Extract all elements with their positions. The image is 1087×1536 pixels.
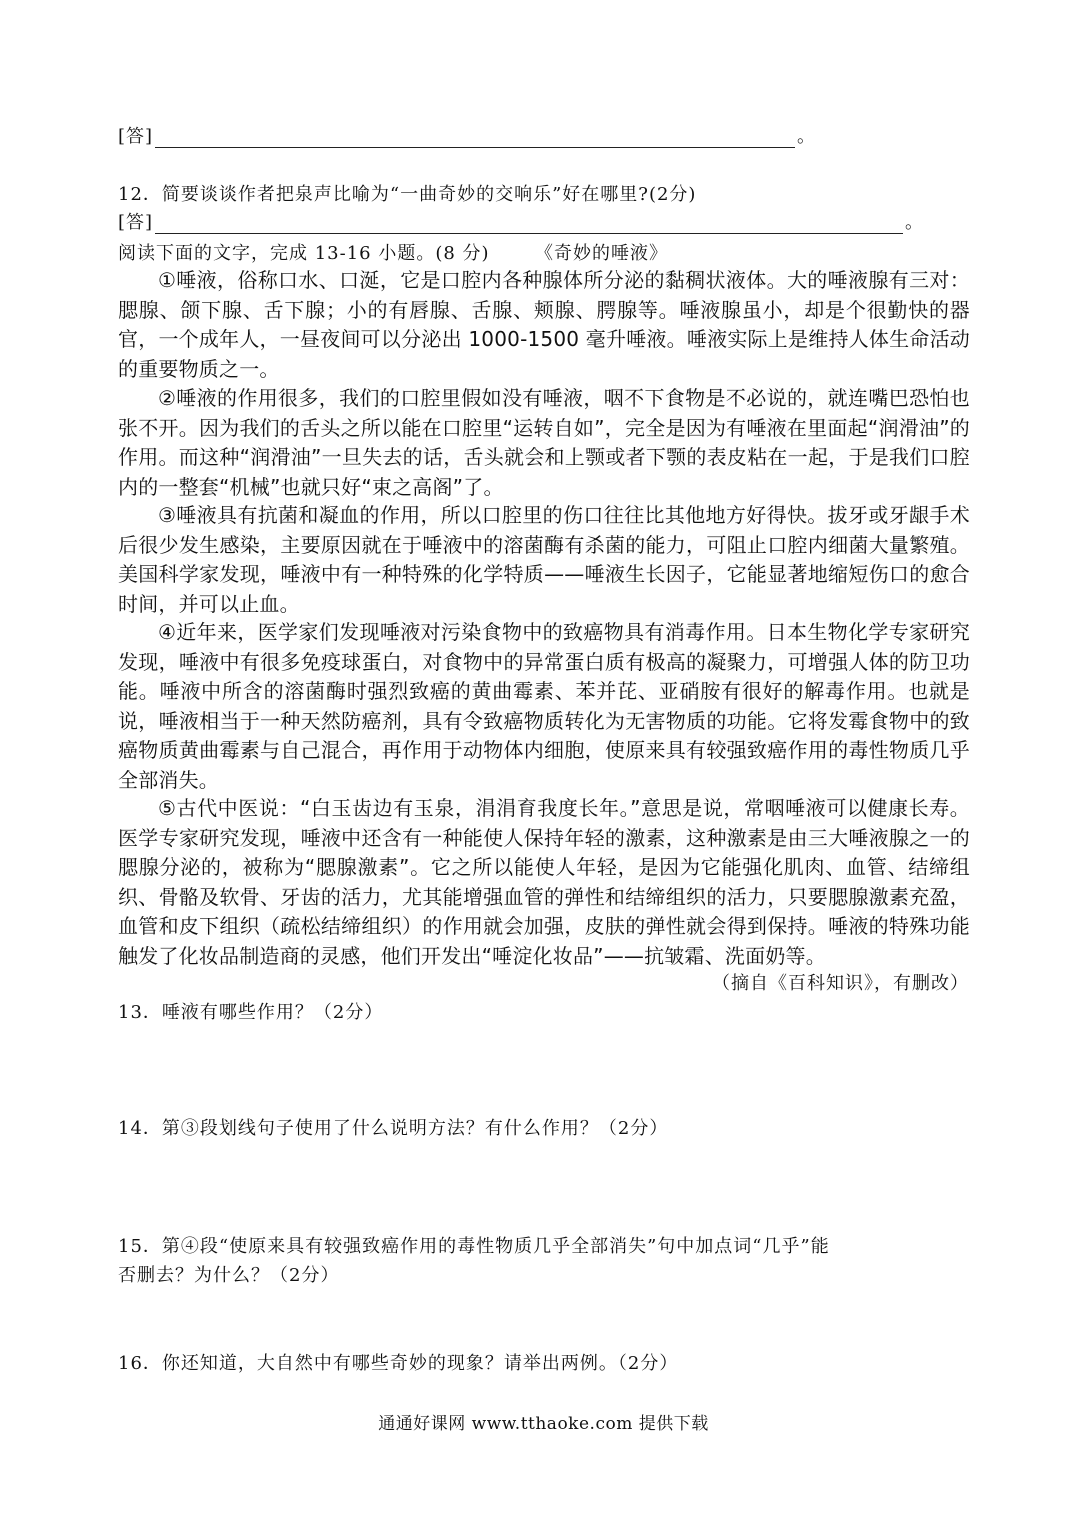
passage-paragraph-4: ④近年来，医学家们发现唾液对污染食物中的致癌物具有消毒作用。日本生物化学专家研究发现，唾液中有很多免疫球蛋白，对食物中的异常蛋白质有极高的凝聚力，可增强人体的防卫功能。唾液中所含的溶菌酶时强烈致癌的黄曲霉素、苯并芘、亚硝胺有很好的解毒作用。也就是说，唾液相当于一种天然防癌剂，具有令致癌物质转化为无害物质的功能。它将发霉食物中的致癌物质黄曲霉素与自己混合，再作用于动物体内细胞，使原来具有较强致癌作用的毒性物质几乎全部消失。 <box>118 620 970 792</box>
answer-blank <box>155 215 903 234</box>
question-15-line-1: 15．第④段“使原来具有较强致癌作用的毒性物质几乎全部消失”句中加点词“几乎”能 <box>118 1236 830 1257</box>
answer-end: 。 <box>905 212 925 233</box>
question-15-line-2: 否删去？为什么？（2分） <box>118 1265 340 1286</box>
answer-line-q11 <box>118 122 816 148</box>
passage-paragraph-3: ③唾液具有抗菌和凝血的作用，所以口腔里的伤口往往比其他地方好得快。拔牙或牙龈手术后很少发生感染，主要原因就在于唾液中的溶菌酶有杀菌的能力，可阻止口腔内细菌大量繁殖。美国科学家发现，唾液中有一种特殊的化学特质——唾液生长因子，它能显著地缩短伤口的愈合时间，并可以止血。 <box>118 503 970 616</box>
reading-title: 《奇妙的唾液》 <box>535 243 669 264</box>
answer-blank <box>155 129 795 148</box>
page-footer: 通通好课网 www.tthaoke.com 提供下载 <box>378 1414 709 1434</box>
answer-prefix: [答] <box>118 126 154 147</box>
question-13: 13．唾液有哪些作用？（2分） <box>118 1002 384 1023</box>
answer-prefix: [答] <box>118 212 154 233</box>
passage-paragraph-1: ①唾液，俗称口水、口涎，它是口腔内各种腺体所分泌的黏稠状液体。大的唾液腺有三对：腮腺、颌下腺、舌下腺；小的有唇腺、舌腺、颊腺、腭腺等。唾液腺虽小，却是个很勤快的器官，一个成年人，一昼夜间可以分泌出 1000-1500 毫升唾液。唾液实际上是维持人体生命活动的重要物质之一。 <box>118 268 970 381</box>
passage-paragraph-5: ⑤古代中医说：“白玉齿边有玉泉，涓涓育我度长年。”意思是说，常咽唾液可以健康长寿。医学专家研究发现，唾液中还含有一种能使人保持年轻的激素，这种激素是由三大唾液腺之一的腮腺分泌的，被称为“腮腺激素”。它之所以能使人年轻，是因为它能强化肌肉、血管、结缔组织、骨骼及软骨、牙齿的活力，尤其能增强血管的弹性和结缔组织的活力，只要腮腺激素充盈，血管和皮下组织（疏松结缔组织）的作用就会加强，皮肤的弹性就会得到保持。唾液的特殊功能触发了化妆品制造商的灵感，他们开发出“唾淀化妆品”——抗皱霜、洗面奶等。 <box>118 796 970 968</box>
reading-intro <box>118 239 668 265</box>
question-16: 16．你还知道，大自然中有哪些奇妙的现象？请举出两例。（2分） <box>118 1353 679 1374</box>
source-citation: （摘自《百科知识》，有删改） <box>712 973 969 994</box>
passage-paragraph-2: ②唾液的作用很多，我们的口腔里假如没有唾液，咽不下食物是不必说的，就连嘴巴恐怕也张不开。因为我们的舌头之所以能在口腔里“运转自如”，完全是因为有唾液在里面起“润滑油”的作用。而这种“润滑油”一旦失去的话，舌头就会和上颚或者下颚的表皮粘在一起，于是我们口腔内的一整套“机械”也就只好“束之高阁”了。 <box>118 386 970 499</box>
question-14: 14．第③段划线句子使用了什么说明方法？有什么作用？（2分） <box>118 1118 669 1139</box>
reading-instruction: 阅读下面的文字，完成 13-16 小题。(8 分) <box>118 243 490 264</box>
answer-line-q12 <box>118 208 924 234</box>
answer-end: 。 <box>797 126 817 147</box>
question-12: 12．简要谈谈作者把泉声比喻为“一曲奇妙的交响乐”好在哪里?(2分) <box>118 184 697 205</box>
